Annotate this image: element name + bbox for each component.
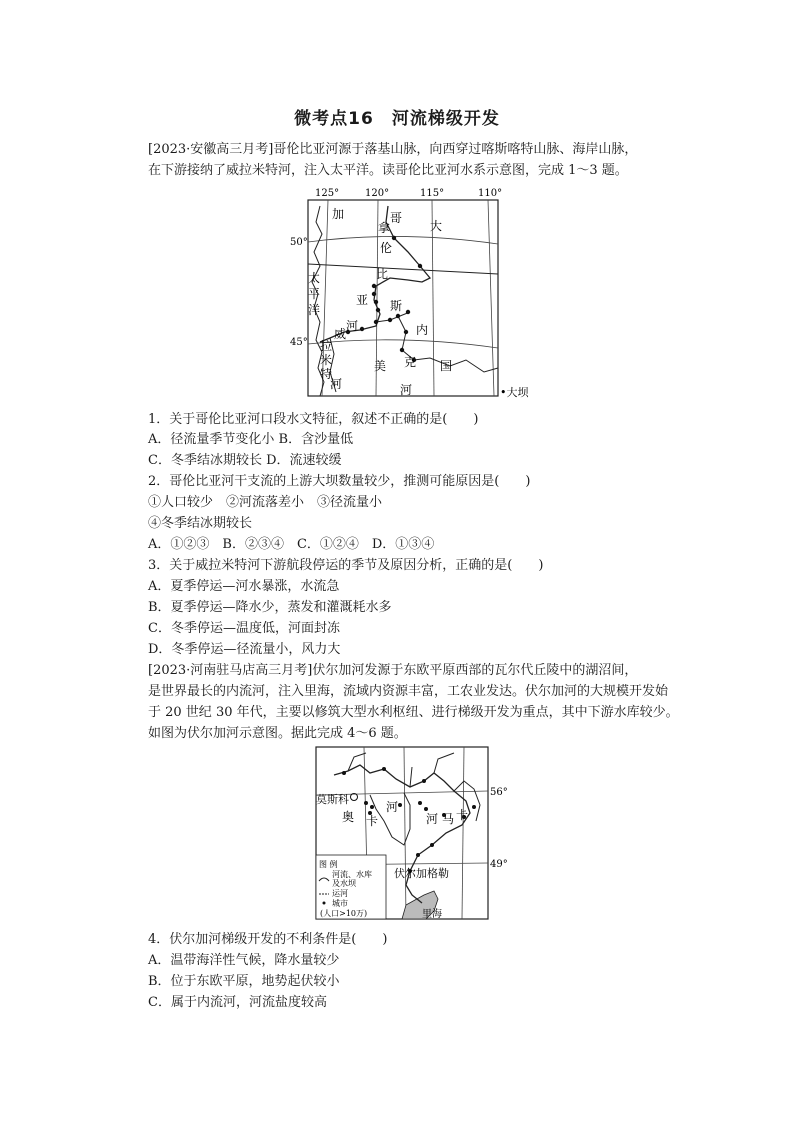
svg-text:图 例: 图 例 xyxy=(319,860,338,869)
question-3-option: A．夏季停运—河水暴涨，水流急 xyxy=(148,579,340,594)
question-4-option: C．属于内流河，河流盐度较高 xyxy=(148,995,327,1010)
map-legend-dam: •大坝 xyxy=(500,386,529,399)
svg-text:伦: 伦 xyxy=(380,241,393,255)
question-2-option: A．①②③ B．②③④ C．①②④ D．①③④ xyxy=(148,537,435,552)
intro2-line2: 是世界最长的内流河，注入里海，流域内资源丰富，工农业发达。伏尔加河的大规模开发始 xyxy=(148,684,669,699)
svg-text:加: 加 xyxy=(332,207,345,221)
lon-label: 120° xyxy=(365,188,390,199)
volga-river-map xyxy=(314,745,514,923)
moscow-label: 莫斯科 xyxy=(316,793,349,806)
question-3-option: C．冬季停运—温度低，河面封冻 xyxy=(148,621,340,636)
svg-text:(人口>10万): (人口>10万) xyxy=(320,909,368,918)
svg-text:平: 平 xyxy=(308,287,321,301)
question-2-option: ④冬季结冰期较长 xyxy=(148,516,253,531)
question-1-option: A．径流量季节变化小 B．含沙量低 xyxy=(148,432,354,447)
lat-label: 56° xyxy=(490,787,508,798)
volgograd-label: 伏尔加格勒 xyxy=(394,867,449,880)
svg-text:河: 河 xyxy=(426,812,439,826)
intro2-line3: 于 20 世纪 30 年代，主要以修筑大型水利枢纽、进行梯级开发为重点，其中下游水库较少。 xyxy=(148,705,679,720)
svg-text:河: 河 xyxy=(386,800,399,814)
intro2-line4: 如图为伏尔加河示意图。据此完成 4～6 题。 xyxy=(148,726,407,741)
question-4-stem: 4．伏尔加河梯级开发的不利条件是( ) xyxy=(148,932,388,947)
question-3-option: D．冬季停运—径流量小，风力大 xyxy=(148,642,341,657)
svg-text:洋: 洋 xyxy=(308,303,321,317)
moscow-marker xyxy=(351,794,358,801)
svg-text:奥: 奥 xyxy=(342,810,355,824)
question-4-option: A．温带海洋性气候，降水量较少 xyxy=(148,953,340,968)
svg-text:拿: 拿 xyxy=(378,221,391,235)
border-line xyxy=(308,264,498,274)
lon-label: 125° xyxy=(315,188,340,199)
svg-text:哥: 哥 xyxy=(390,211,403,225)
svg-text:城市: 城市 xyxy=(332,899,348,908)
map-place-labels xyxy=(308,206,452,397)
svg-text:拉: 拉 xyxy=(320,339,333,353)
lon-label: 110° xyxy=(478,188,503,199)
svg-text:河: 河 xyxy=(330,377,343,391)
svg-text:比: 比 xyxy=(376,267,389,281)
svg-text:河流、水库: 河流、水库 xyxy=(332,870,372,879)
svg-text:威: 威 xyxy=(334,327,347,341)
svg-text:河: 河 xyxy=(346,319,359,333)
question-4-option: B．位于东欧平原，地势起伏较小 xyxy=(148,974,340,989)
svg-text:卡: 卡 xyxy=(366,814,379,828)
map-frame xyxy=(308,200,498,396)
question-1-option: C．冬季结冰期较长 D．流速较缓 xyxy=(148,453,342,468)
lat-label: 49° xyxy=(490,859,508,870)
svg-text:大: 大 xyxy=(430,219,443,233)
question-3-option: B．夏季停运—降水少，蒸发和灌溉耗水多 xyxy=(148,600,392,615)
page-title: 微考点16 河流梯级开发 xyxy=(294,109,500,129)
svg-text:特: 特 xyxy=(320,367,333,381)
lat-label: 45° xyxy=(290,337,308,348)
svg-text:内: 内 xyxy=(416,323,429,337)
svg-text:运河: 运河 xyxy=(332,889,348,898)
lon-label: 115° xyxy=(420,188,445,199)
caspian-label: 里海 xyxy=(422,909,442,920)
svg-text:马: 马 xyxy=(442,812,455,826)
question-1-stem: 1．关于哥伦比亚河口段水文特征，叙述不正确的是( ) xyxy=(148,412,479,427)
intro2-line1: [2023·河南驻马店高三月考]伏尔加河发源于东欧平原西部的瓦尔代丘陵中的湖沼间， xyxy=(148,663,638,678)
lat-label: 50° xyxy=(290,237,308,248)
svg-text:米: 米 xyxy=(320,353,333,367)
svg-text:卡: 卡 xyxy=(456,808,469,822)
question-2-option: ①人口较少 ②河流落差小 ③径流量小 xyxy=(148,495,383,510)
svg-text:河: 河 xyxy=(400,383,413,397)
intro1-line2: 在下游接纳了威拉米特河，注入太平洋。读哥伦比亚河水系示意图，完成 1～3 题。 xyxy=(148,163,628,178)
columbia-river-map xyxy=(290,182,540,402)
svg-text:及水坝: 及水坝 xyxy=(332,879,356,888)
svg-text:美: 美 xyxy=(374,359,387,373)
intro1-line1: [2023·安徽高三月考]哥伦比亚河源于落基山脉，向西穿过喀斯喀特山脉、海岸山脉， xyxy=(148,142,638,157)
svg-text:亚: 亚 xyxy=(356,293,369,307)
question-2-stem: 2．哥伦比亚河干支流的上游大坝数量较少，推测可能原因是( ) xyxy=(148,474,531,489)
question-3-stem: 3．关于威拉米特河下游航段停运的季节及原因分析，正确的是( ) xyxy=(148,558,544,573)
svg-text:太: 太 xyxy=(308,271,321,285)
svg-text:国: 国 xyxy=(440,359,453,373)
svg-text:克: 克 xyxy=(404,355,417,369)
svg-text:斯: 斯 xyxy=(390,299,403,313)
